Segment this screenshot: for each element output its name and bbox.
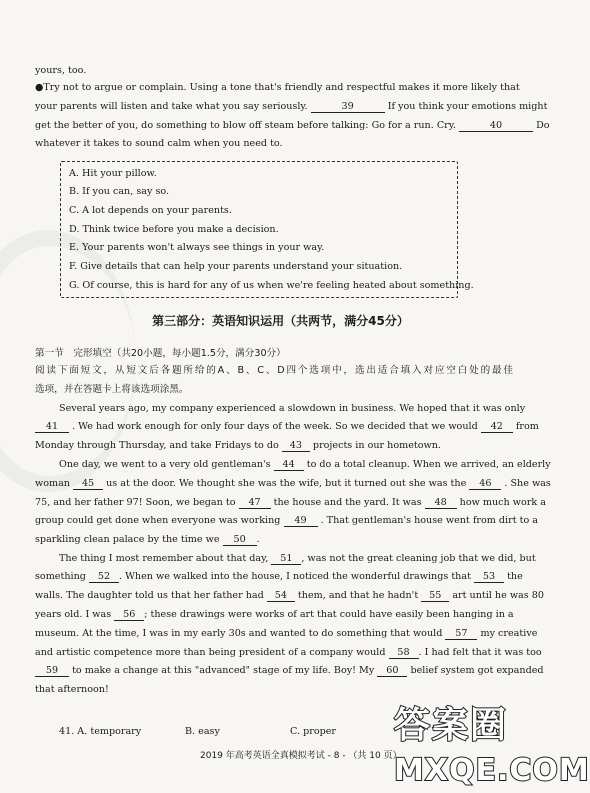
text: belief system got expanded <box>410 665 544 676</box>
text: ; these drawings were works of art that could have easily been hanging in a <box>144 609 514 620</box>
text: 选项，并在答题卡上将该选项涂黑。 <box>35 384 189 395</box>
answer-blank-41: 41 <box>35 422 69 433</box>
text: get the better of you, do something to blow off steam before talking: Go for a run. Cry. <box>35 120 456 131</box>
text: Monday through Thursday, and take Fridays to do <box>35 440 279 451</box>
text-line <box>35 685 513 695</box>
text: sparkling clean palace by the time we <box>35 534 220 545</box>
site-logo <box>386 705 590 790</box>
page-footer: 2019 年高考英语全真模拟考试 - 8 - （共 10 页） <box>200 751 402 761</box>
text-line <box>35 82 520 93</box>
text-line <box>35 101 548 113</box>
answer-blank-52: 52 <box>89 572 119 583</box>
text-line <box>35 610 513 621</box>
instruction-line <box>35 366 513 376</box>
text: them, and that he hadn't <box>297 590 419 601</box>
text-line <box>35 590 544 602</box>
text: One day, we went to a very old gentleman's <box>59 459 271 470</box>
text-line <box>35 120 550 132</box>
text: museum. At the time, I was in my early 30s and wanted to do something that would <box>35 628 443 639</box>
option-d: D. Think twice before you make a decision. <box>69 224 279 235</box>
text-line <box>35 665 544 677</box>
answer-blank-40: 40 <box>459 121 533 132</box>
text: the house and the yard. It was <box>273 497 422 508</box>
text: The thing I most remember about that day, <box>59 553 269 564</box>
option-a: A. Hit your pillow. <box>69 168 157 179</box>
text: that afternoon! <box>35 684 109 695</box>
answer-blank-60: 60 <box>377 666 407 677</box>
option-f: F. Give details that can help your parents understand your situation. <box>69 261 403 272</box>
answer-blank-57: 57 <box>445 629 477 640</box>
answer-blank-45: 45 <box>73 479 103 490</box>
text: art until he was 80 <box>452 590 544 601</box>
answer-blank-58: 58 <box>389 648 419 659</box>
text-line <box>59 459 551 471</box>
text: to do a total cleanup. When we arrived, an elderly <box>306 459 551 470</box>
answer-blank-50: 50 <box>223 535 257 546</box>
text: to make a change at this "advanced" stage of my life. Boy! My <box>72 665 375 676</box>
text-line <box>35 628 538 640</box>
text: and artistic competence more than being president of a company would <box>35 647 386 658</box>
answer-blank-46: 46 <box>469 479 501 490</box>
text: 阅读下面短文，从短文后各题所给的A、B、C、D四个选项中，选出适合填入对应空白处的最佳 <box>35 365 513 376</box>
text: , was not the great cleaning job that we did, but <box>301 553 536 564</box>
text: whatever it takes to sound calm when you need to. <box>35 138 283 149</box>
text: . She was <box>504 478 551 489</box>
text: years old. I was <box>35 609 112 620</box>
text-line <box>35 515 539 527</box>
answer-blank-53: 53 <box>474 572 504 583</box>
option-c: C. A lot depends on your parents. <box>69 205 232 216</box>
logo-text-cn: 答案圈 <box>394 705 509 746</box>
q41-option-b: B. easy <box>185 726 220 737</box>
option-b: B. If you can, say so. <box>69 186 170 197</box>
text: yours, too. <box>35 65 87 76</box>
answer-blank-49: 49 <box>284 516 318 527</box>
text-line <box>35 66 513 76</box>
text-line <box>59 403 526 414</box>
text: ●Try not to argue or complain. Using a tone that's friendly and respectful makes it more likely that <box>35 82 520 93</box>
logo-text-en: MXQE.COM <box>394 753 590 788</box>
text: . We had work enough for only four days of the week. So we decided that we would <box>72 421 478 432</box>
part3-title: 第三部分：英语知识运用（共两节，满分45分） <box>152 314 409 328</box>
answer-blank-56: 56 <box>114 610 144 621</box>
text: woman <box>35 478 70 489</box>
text: . When we walked into the house, I noticed the wonderful drawings that <box>118 571 471 582</box>
text: If you think your emotions might <box>387 101 548 112</box>
text: your parents will listen and take what you say seriously. <box>35 101 308 112</box>
text-line <box>35 497 546 509</box>
text: projects in our hometown. <box>312 440 441 451</box>
option-g: G. Of course, this is hard for any of us when we're feeling heated about something. <box>69 280 474 291</box>
answer-blank-55: 55 <box>421 591 449 602</box>
text: Several years ago, my company experienced a slowdown in business. We hoped that it was only <box>59 403 526 414</box>
answer-blank-43: 43 <box>282 441 310 452</box>
answer-blank-54: 54 <box>267 591 295 602</box>
text: . I had felt that it was too <box>418 647 542 658</box>
text: walls. The daughter told us that her father had <box>35 590 264 601</box>
answer-blank-48: 48 <box>425 498 457 509</box>
instruction-line <box>35 385 513 395</box>
answer-blank-51: 51 <box>271 554 301 565</box>
q41-option-c: C. proper <box>290 726 337 737</box>
answer-blank-59: 59 <box>35 666 69 677</box>
option-e: E. Your parents won't always see things in your way. <box>69 242 325 253</box>
text-line <box>35 421 539 433</box>
text-line <box>35 535 513 546</box>
text: my creative <box>480 628 538 639</box>
answer-blank-47: 47 <box>239 498 271 509</box>
text-line <box>35 139 513 149</box>
text-line <box>35 441 513 452</box>
answer-blank-44: 44 <box>274 460 304 471</box>
text: from <box>515 421 539 432</box>
text: group could get done when everyone was working <box>35 515 281 526</box>
text: us at the door. We thought she was the wife, but it turned out she was the <box>106 478 467 489</box>
section1-title: 第一节 完形填空（共20小题，每小题1.5分，满分30分） <box>35 348 286 359</box>
answer-blank-39: 39 <box>311 102 385 113</box>
text: how much work a <box>459 497 546 508</box>
text: 75, and her father 97! Soon, we began to <box>35 497 236 508</box>
text-line <box>59 553 536 565</box>
text-line <box>35 478 551 490</box>
text: Do <box>536 120 550 131</box>
text: . That gentleman's house went from dirt to a <box>320 515 539 526</box>
answer-blank-42: 42 <box>481 422 513 433</box>
text: . <box>256 534 260 545</box>
text: the <box>507 571 523 582</box>
text-line <box>35 571 523 583</box>
q41-option-a: 41. A. temporary <box>59 726 142 737</box>
text-line <box>35 647 542 659</box>
text: something <box>35 571 86 582</box>
